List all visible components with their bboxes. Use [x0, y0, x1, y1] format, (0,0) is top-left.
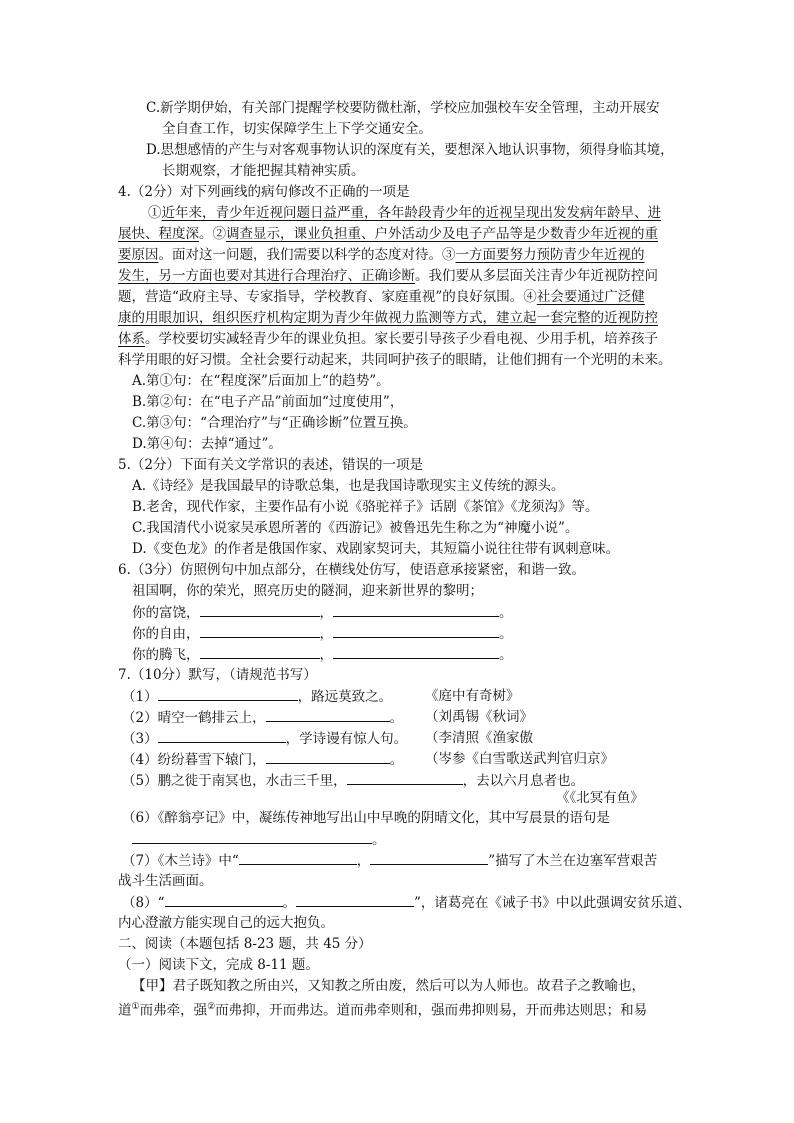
footnote-mark-1: ① — [131, 1002, 140, 1012]
footnote-mark-2: ② — [207, 1002, 216, 1012]
q7-item7: （7）《木兰诗》中“ ， ”描写了木兰在边塞军营艰苦 — [122, 850, 657, 871]
q4-passage-line5: 题，营造“政府主导、专家指导，学校教育、家庭重视”的良好氛围。④社会要通过广泛健 — [118, 289, 645, 305]
q4-option-a: A.第①句：在“程度深”后面加上“的趋势”。 — [132, 373, 390, 389]
q4-passage-line6: 康的用眼加识，组织医疗机构定期为青少年做视力监测等方式，建立起一套完整的近视防控 — [118, 310, 658, 326]
q5-option-a: A.《诗经》是我国最早的诗歌总集，也是我国诗歌现实主义传统的源头。 — [132, 478, 565, 494]
q3-option-d-line1: D.思想感情的产生与对客观事物认识的深度有关，要想深入地认识事物，须得身临其境， — [146, 142, 674, 158]
q6-blank-2a[interactable] — [200, 623, 320, 638]
q7-item1: （1） ，路远莫致之。 — [122, 686, 392, 707]
q7-blank-8b[interactable] — [296, 892, 414, 907]
reading-section-heading: 二、阅读（本题包括 8-23 题，共 45 分） — [118, 936, 372, 952]
q4-option-b: B.第②句：在“电子产品”前面加“过度使用”， — [132, 394, 404, 410]
q5-stem: 5.（2分）下面有关文学常识的表述，错误的一项是 — [118, 457, 423, 473]
q6-blank-3a[interactable] — [200, 644, 320, 659]
q6-blank-1a[interactable] — [200, 602, 320, 617]
q5-option-b: B.老舍，现代作家，主要作品有小说《骆驼祥子》话剧《茶馆》《龙须沟》等。 — [132, 499, 599, 515]
q6-blank-1b[interactable] — [333, 602, 499, 617]
q6-line2: 你的自由， ， 。 — [132, 623, 513, 644]
q6-line1: 你的富饶， ， 。 — [132, 602, 513, 623]
q7-item3-source: （李清照《渔家傲 — [425, 730, 533, 746]
q5-option-d: D.《变色龙》的作者是俄国作家、戏剧家契诃夫，其短篇小说往往带有讽刺意味。 — [132, 541, 620, 557]
q7-blank-7a[interactable] — [239, 850, 357, 865]
q4-passage-line1: ①近年来，青少年近视问题日益严重，各年龄段青少年的近视呈现出发发病年龄早、进 — [148, 205, 661, 221]
q7-item8-line2: 内心澄澈方能实现自己的远大抱负。 — [118, 915, 334, 931]
q7-item4-source: （岑参《白雪歌送武判官归京》 — [425, 751, 614, 767]
q7-item7-line2: 战斗生活画面。 — [118, 873, 213, 889]
q7-blank-1[interactable] — [158, 686, 298, 701]
q6-line3: 你的腾飞， ， 。 — [132, 644, 513, 665]
q7-item1-source: 《庭中有奇树》 — [425, 688, 520, 704]
q4-passage-line3: 要原因。面对这一问题，我们需要以科学的态度对待。③一方面要努力预防青少年近视的 — [118, 247, 645, 263]
q7-item5-source: 《《北冥有鱼》 — [556, 790, 644, 806]
reading-subheading: （一）阅读下文，完成 8-11 题。 — [118, 957, 319, 973]
q4-passage-line2: 展快、程度深。②调查显示，课业负担重、户外活动少及电子产品等是少数青少年近视的重 — [118, 226, 658, 242]
q7-item6: （6）《醉翁亭记》中，凝练传神地写出山中早晚的阴晴文化，其中写晨景的语句是 — [122, 810, 610, 826]
q6-blank-3b[interactable] — [333, 644, 499, 659]
q7-item8: （8）“ 。 ”，诸葛亮在《诫子书》中以此强调安贫乐道、 — [122, 892, 691, 913]
q6-blank-2b[interactable] — [333, 623, 499, 638]
q7-item2-source: （刘禹锡《秋词》 — [425, 709, 533, 725]
q7-blank-6[interactable] — [132, 829, 372, 844]
q7-blank-4[interactable] — [266, 749, 390, 764]
q7-item2: （2）晴空一鹤排云上， 。 — [122, 707, 403, 728]
q4-passage-line7: 体系。学校要切实减轻青少年的课业负担。家长要引导孩子少看电视、少用手机，培养孩子 — [118, 331, 658, 347]
q3-option-c-line1: C.新学期伊始，有关部门提醒学校要防微杜渐，学校应加强校车安全管理，主动开展安 — [146, 100, 660, 116]
q7-blank-7b[interactable] — [370, 850, 488, 865]
q7-blank-8a[interactable] — [165, 892, 283, 907]
q6-example: 祖国啊，你的荣光，照亮历史的隧洞，迎来新世界的黎明； — [132, 583, 483, 599]
q7-stem: 7.（10分）默写，（请规范书写） — [118, 667, 317, 683]
q4-option-d: D.第④句：去掉“通过”。 — [132, 436, 282, 452]
q7-blank-2[interactable] — [266, 707, 390, 722]
q5-option-c: C.我国清代小说家吴承恩所著的《西游记》被鲁迅先生称之为“神魔小说”。 — [132, 520, 579, 536]
q7-item4: （4）纷纷暮雪下辕门， 。 — [122, 749, 403, 770]
q3-option-c-line2: 全自查工作，切实保障学生上下学交通安全。 — [162, 121, 432, 137]
q7-item6-answer: 。 — [132, 829, 386, 850]
reading-passage-line2: 道①而弗牵，强②而弗抑，开而弗达。道而弗牵则和，强而弗抑则易，开而弗达则思；和易 — [118, 1002, 648, 1019]
q6-stem: 6.（3分）仿照例句中加点部分，在横线处仿写，使语意承接紧密，和谐一致。 — [118, 562, 585, 578]
q7-blank-5[interactable] — [347, 770, 463, 785]
q4-passage-line4: 发生，另一方面也要对其进行合理治疗、正确诊断。我们要从多层面关注青少年近视防控问 — [118, 268, 658, 284]
q7-item5: （5）鹏之徙于南冥也，水击三千里， ，去以六月息者也。 — [122, 770, 584, 791]
q4-option-c: C.第③句：“合理治疗”与“正确诊断”位置互换。 — [132, 415, 417, 431]
q7-item3: （3） ，学诗谩有惊人句。 — [122, 728, 407, 749]
q3-option-d-line2: 长期观察，才能把握其精神实质。 — [162, 163, 365, 179]
q4-stem: 4.（2分）对下列画线的病句修改不正确的一项是 — [118, 184, 410, 200]
q4-passage-line8: 科学用眼的好习惯。全社会要行动起来，共同呵护孩子的眼睛，让他们拥有一个光明的未来。 — [118, 352, 672, 368]
q7-blank-3[interactable] — [158, 728, 286, 743]
reading-passage-line1: 【甲】君子既知教之所由兴，又知教之所由废，然后可以为人师也。故君子之教喻也， — [132, 978, 645, 994]
